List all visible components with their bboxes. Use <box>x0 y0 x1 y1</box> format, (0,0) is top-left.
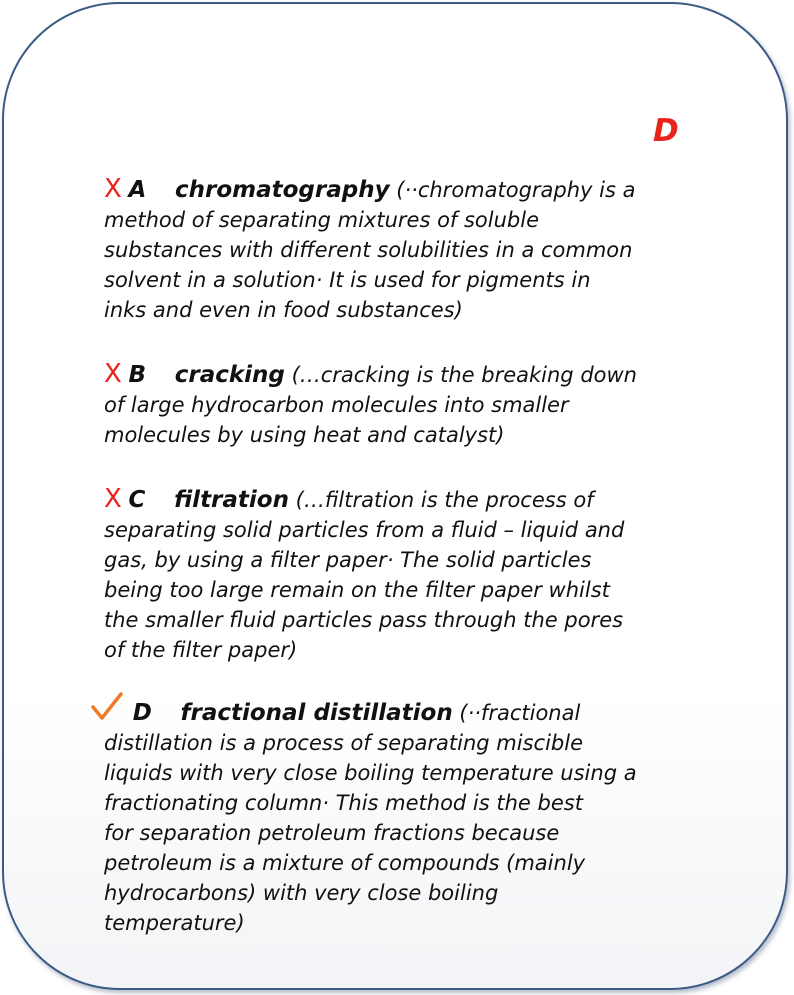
option-letter: C <box>128 487 146 513</box>
option-letter: A <box>128 177 147 203</box>
option-term: filtration <box>174 487 289 513</box>
explanation-line: substances with different solubilities in a common <box>104 238 633 262</box>
explanation-line: separating solid particles from a fluid – liquid and <box>104 518 625 542</box>
wrong-mark-icon: X <box>104 359 122 389</box>
explanation-line: gas, by using a filter paper· The solid particles <box>104 548 592 572</box>
explanation-line: of large hydrocarbon molecules into smaller <box>104 393 569 417</box>
explanation-line: for separation petroleum fractions because <box>104 821 560 845</box>
explanation-line: (…cracking is the breaking down <box>291 363 637 387</box>
explanation-line: molecules by using heat and catalyst) <box>104 423 505 447</box>
check-mark-icon <box>90 690 124 724</box>
option-term: fractional distillation <box>180 700 453 726</box>
answer-letter: D <box>653 113 679 149</box>
explanation-line: liquids with very close boiling temperature using a <box>104 761 637 785</box>
answer-card <box>2 2 788 990</box>
wrong-mark-icon: X <box>104 174 122 204</box>
explanation-line: (…filtration is the process of <box>295 488 594 512</box>
option-b <box>104 359 704 450</box>
option-term: chromatography <box>175 177 390 203</box>
explanation-line: (··fractional <box>459 701 581 725</box>
option-term: cracking <box>174 362 285 388</box>
explanation-line: petroleum is a mixture of compounds (mainly <box>104 851 586 875</box>
explanation-line: method of separating mixtures of soluble <box>104 208 540 232</box>
wrong-mark-icon: X <box>104 484 122 514</box>
option-letter: B <box>128 362 147 388</box>
explanation-line: of the filter paper) <box>104 638 298 662</box>
explanation-line: the smaller fluid particles pass through the pores <box>104 608 624 632</box>
explanation-line: (··chromatography is a <box>396 178 636 202</box>
explanation-line: fractionating column· This method is the best <box>104 791 583 815</box>
explanation-line: inks and even in food substances) <box>104 298 463 322</box>
option-letter: D <box>132 700 152 726</box>
option-c <box>104 484 704 665</box>
option-a <box>104 174 704 325</box>
explanation-line: temperature) <box>104 911 245 935</box>
explanation-line: hydrocarbons) with very close boiling <box>104 881 499 905</box>
explanation-line: distillation is a process of separating miscible <box>104 731 584 755</box>
option-d <box>104 698 704 938</box>
explanation-line: solvent in a solution· It is used for pigments in <box>104 268 591 292</box>
explanation-line: being too large remain on the filter paper whilst <box>104 578 610 602</box>
